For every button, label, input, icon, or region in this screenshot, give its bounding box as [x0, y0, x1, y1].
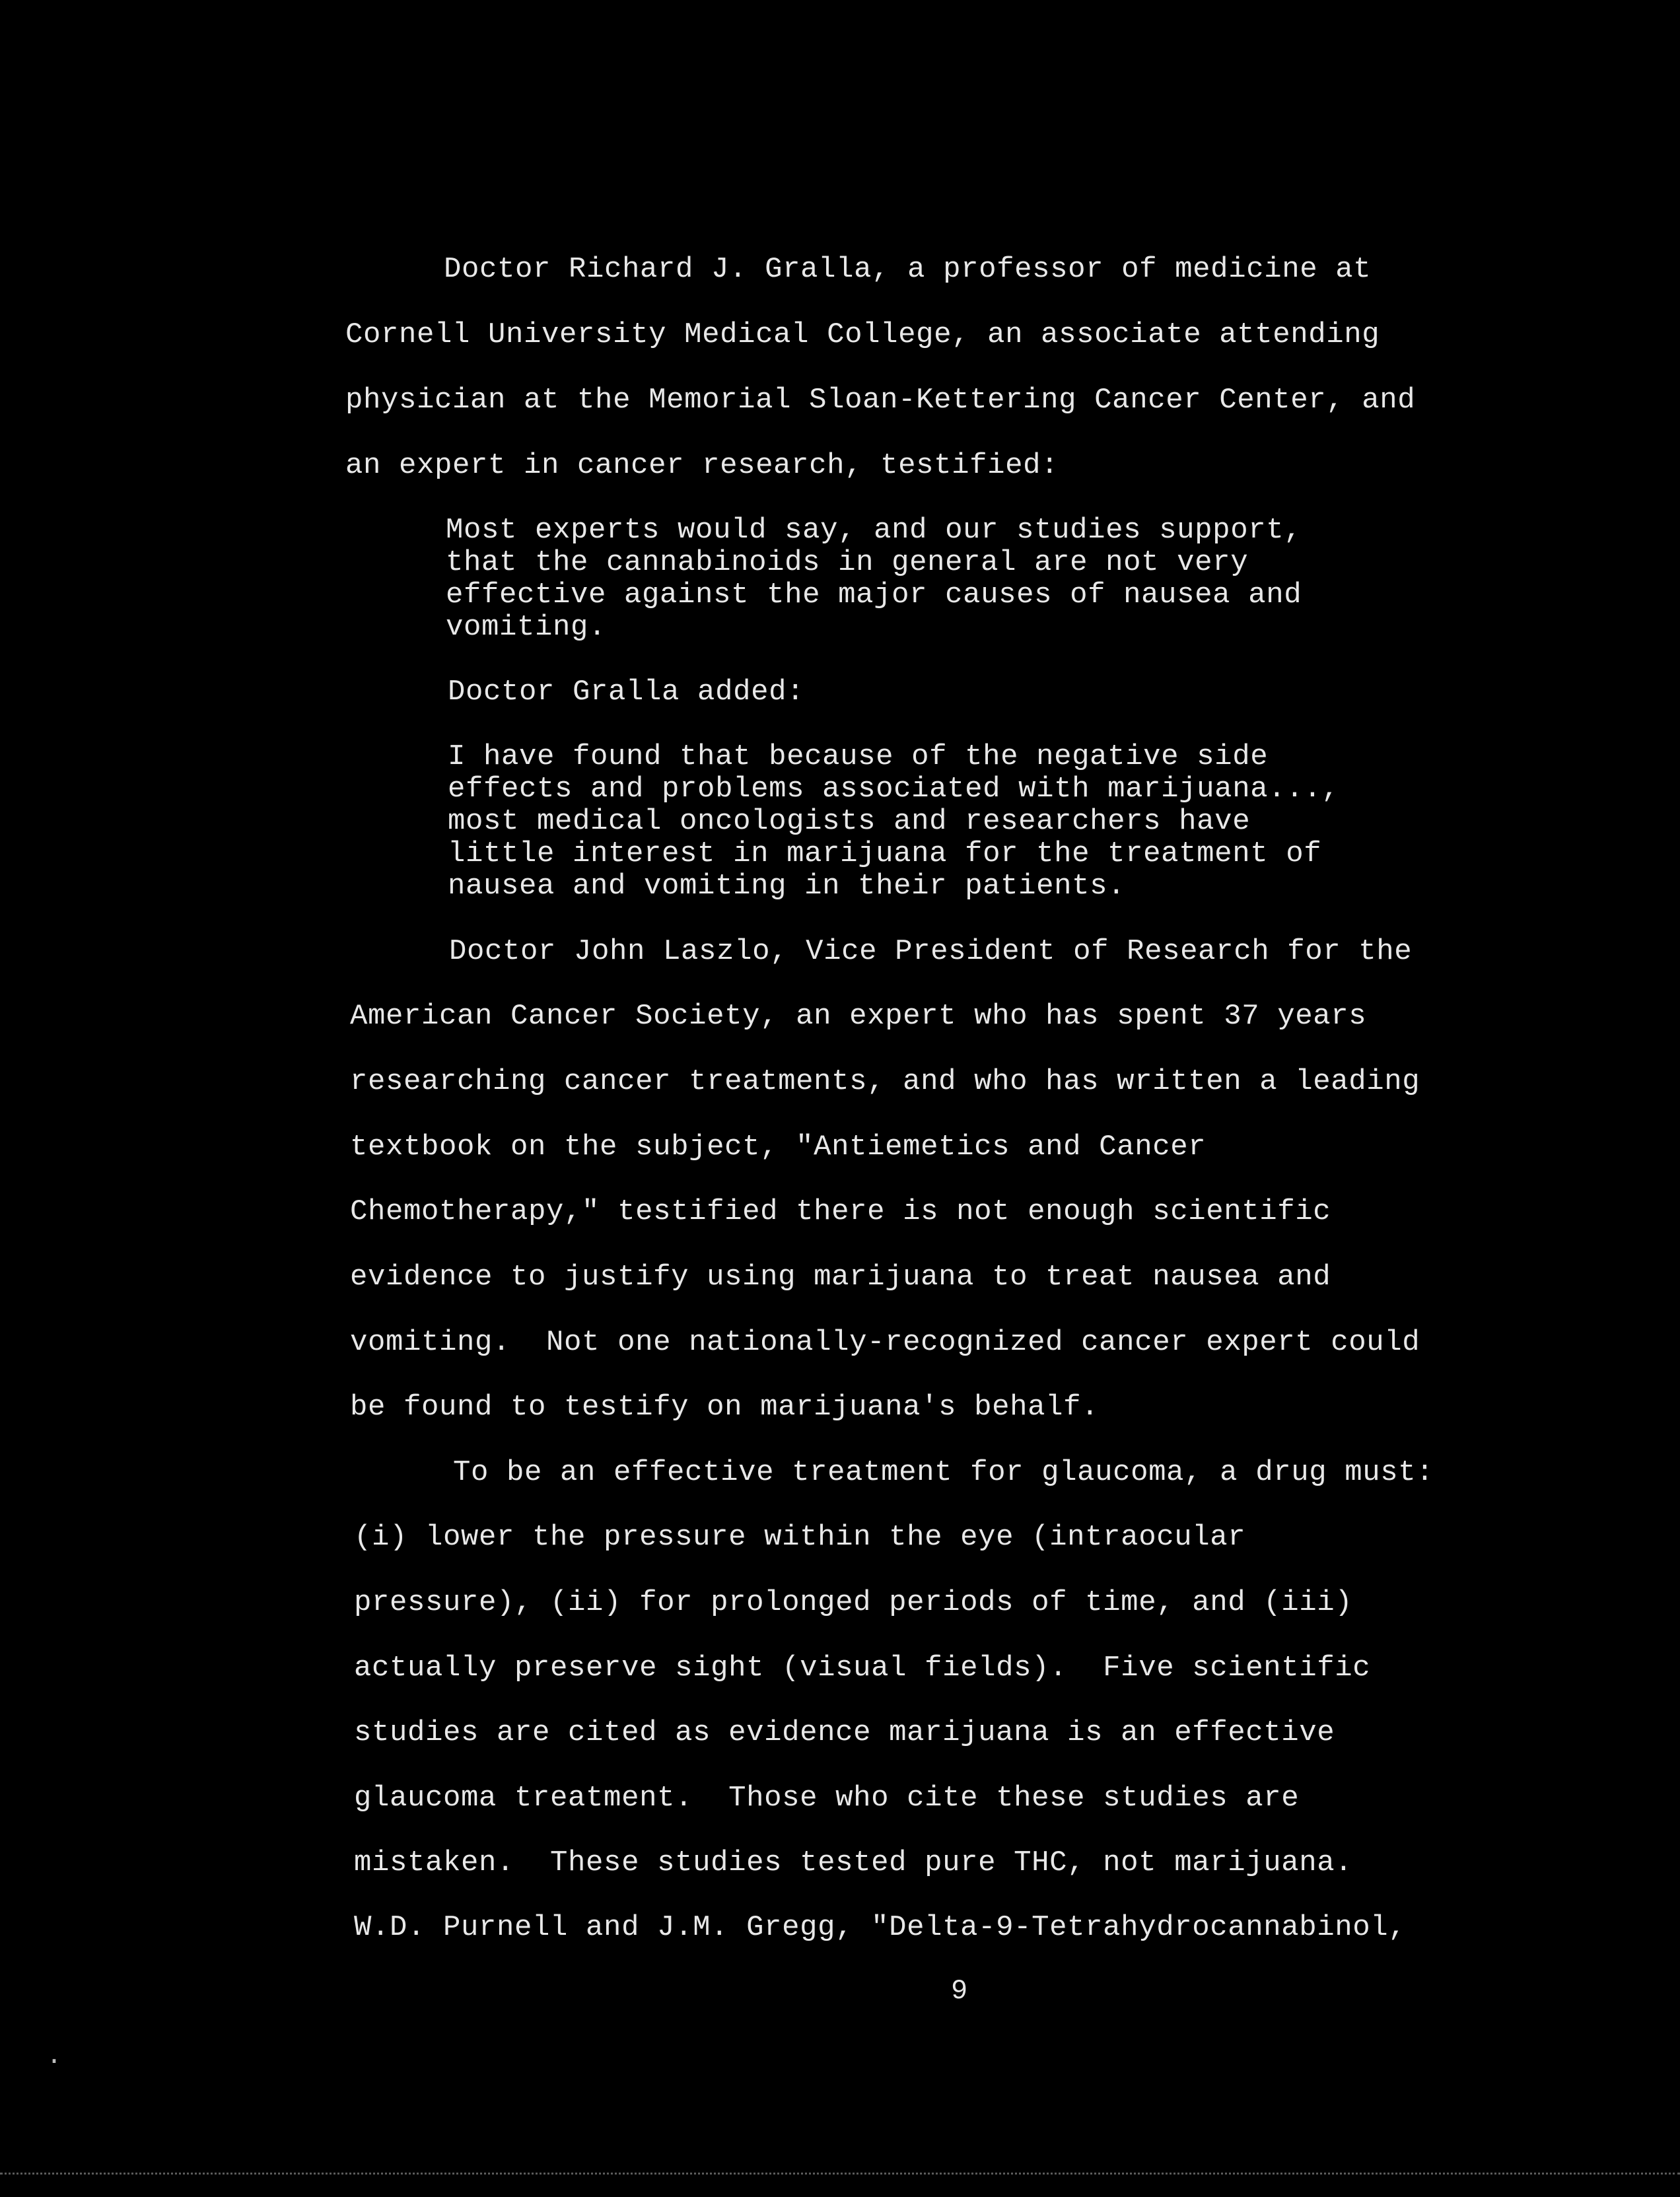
text-line: an expert in cancer research, testified:	[345, 449, 1059, 482]
quote-line: little interest in marijuana for the treatment of	[448, 837, 1322, 870]
text-line: W.D. Purnell and J.M. Gregg, "Delta-9-Tetrahydrocannabinol,	[354, 1911, 1407, 1944]
scan-edge-divider	[0, 2173, 1680, 2175]
text-line: Doctor John Laszlo, Vice President of Research for the	[449, 935, 1413, 968]
text-line: pressure), (ii) for prolonged periods of time, and (iii)	[354, 1586, 1353, 1619]
scan-speck-icon: ·	[46, 2047, 63, 2077]
quote-line: most medical oncologists and researchers have	[448, 805, 1251, 838]
text-line: researching cancer treatments, and who has written a leading	[350, 1065, 1420, 1098]
text-line: studies are cited as evidence marijuana is an effective	[354, 1716, 1335, 1749]
quote-line: I have found that because of the negative side	[448, 740, 1269, 773]
text-line: glaucoma treatment. Those who cite these studies are	[354, 1782, 1300, 1815]
text-line: American Cancer Society, an expert who has spent 37 years	[350, 1000, 1367, 1033]
text-line: actually preserve sight (visual fields). Five scientific	[354, 1652, 1371, 1685]
quote-line: vomiting.	[446, 611, 607, 644]
text-line: To be an effective treatment for glaucoma, a drug must:	[453, 1456, 1434, 1489]
quote-line: nausea and vomiting in their patients.	[448, 870, 1126, 903]
page-number: 9	[951, 1975, 968, 2007]
text-line: Doctor Richard J. Gralla, a professor of medicine at	[444, 253, 1372, 286]
text-line: Cornell University Medical College, an associate attending	[345, 318, 1380, 351]
gralla-added-line: Doctor Gralla added:	[448, 676, 805, 709]
text-line: (i) lower the pressure within the eye (intraocular	[354, 1521, 1246, 1554]
quote-line: Most experts would say, and our studies support,	[446, 514, 1302, 547]
text-line: Chemotherapy," testified there is not enough scientific	[350, 1195, 1331, 1228]
text-line: be found to testify on marijuana's behalf.	[350, 1391, 1100, 1424]
text-line: evidence to justify using marijuana to treat nausea and	[350, 1261, 1331, 1294]
text-line: vomiting. Not one nationally-recognized cancer expert could	[350, 1326, 1420, 1359]
quote-line: that the cannabinoids in general are not very	[446, 546, 1249, 579]
quote-line: effects and problems associated with marijuana...,	[448, 773, 1340, 806]
text-line: physician at the Memorial Sloan-Kettering Cancer Center, and	[345, 384, 1416, 417]
quote-line: effective against the major causes of nausea and	[446, 578, 1302, 611]
text-line: mistaken. These studies tested pure THC, not marijuana.	[354, 1846, 1353, 1879]
text-line: textbook on the subject, "Antiemetics and Cancer	[350, 1131, 1207, 1164]
